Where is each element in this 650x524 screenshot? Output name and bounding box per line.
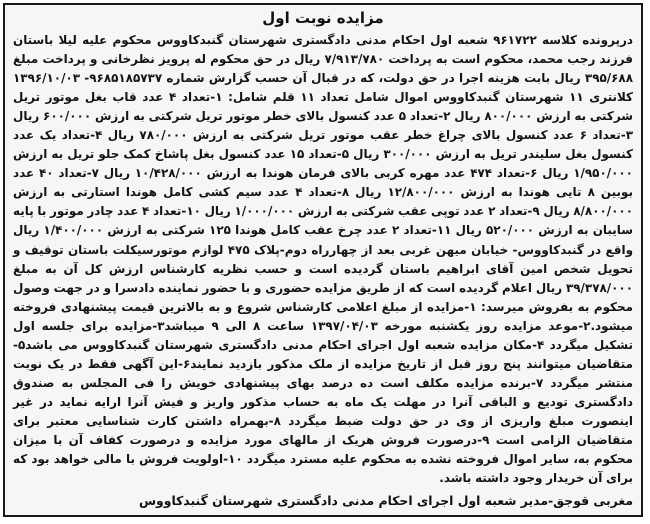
notice-body: درپرونده کلاسه ۹۶۱۷۲۲ شعبه اول احکام مدنی دادگستری شهرستان گنبدکاووس محکوم علیه لیلا باستان فرزند رجب محمد، محکوم است به پرداخت ۷/۹۱۳/۷۸۰ ریال در حق محکوم له پرویز نظرخانی و پرداخت مبلغ ۳۹۵/۶۸۸ ریال بابت هزینه اجرا در حق دولت، که در قبال آن حسب گزارش شماره ۹۶۸۵۱۸۵۷۳۷- ۱۳۹۶/۱۰/۰۳ کلانتری ۱۱ شهرستان گنبدکاووس اموال شامل تعداد ۱۱ قلم شامل: ۱-تعداد ۴ عدد قاب بغل موتور تریل شرکتی به ارزش ۸۰۰/۰۰۰ ریال ۲-تعداد ۵ عدد کنسول بالای خطر موتور تریل شرکتی به ارزش ۶۰۰/۰۰۰ ریال ۳-تعداد ۶ عدد کنسول بالای چراغ خطر عقب موتور تریل شرکتی به ارزش ۷۸۰/۰۰۰ ریال ۴-تعداد یک عدد کنسول بغل سلیندر تریل به ارزش ۳۰۰/۰۰۰ ریال ۵-تعداد ۱۵ عدد کنسول بغل پاشاخ کمک جلو تریل به ارزش ۱/۹۵۰/۰۰۰ ریال ۶-تعداد ۴۷۴ عدد مهره کربی بالای فرمان هوندا به ارزش ۱۰/۴۲۸/۰۰۰ ریال ۷-تعداد ۴۰ عدد بوبین ۸ تایی هوندا به ارزش ۱۲/۸۰۰/۰۰۰ ریال ۸-تعداد ۴ عدد سیم کشی کامل هوندا استارتی به ارزش ۸/۸۰۰/۰۰۰ ریال ۹-تعداد ۲ عدد توپی عقب شرکتی به ارزش ۱/۰۰۰/۰۰۰ ریال ۱۰-تعداد ۴ عدد چادر موتور با پایه سایبان به ارزش ۵۲۰/۰۰۰ ریال ۱۱-تعداد ۲ عدد چرخ عقب کامل هوندا ۱۲۵ شرکتی به ارزش ۱/۴۰۰/۰۰۰ ریال واقع در گنبدکاووس- خیابان میهن غربی بعد از چهارراه دوم-پلاک ۴۷۵ لوازم موتورسیکلت باستان توقیف و تحویل شخص امین آقای ابراهیم باستان گردیده است و حسب نظریه کارشناس ارزش کل آن به مبلغ ۳۹/۳۷۸/۰۰۰ ریال اعلام گردیده است که از طریق مزایده حضوری و با حضور نماینده دادسرا و در جهت وصول محکوم به بفروش میرسد: ۱-مزایده از مبلغ اعلامی کارشناس شروع و به بالاترین قیمت پیشنهادی فروخته میشود.۲-موعد مزایده روز یکشنبه مورخه ۱۳۹۷/۰۴/۰۳ ساعت ۸ الی ۹ میباشد۳-مزایده برای جلسه اول تشکیل میگردد ۴-مکان مزایده شعبه اول اجرای احکام مدنی دادگستری شهرستان گنبدکاووس می باشد۵-متقاضیان میتوانند پنج روز قبل از تاریخ مزایده از ملک مذکور بازدید نمایند۶-این آگهی فقط در یک نوبت منتشر میگردد ۷-برنده مزایده مکلف است ده درصد بهای پیشنهادی خویش را فی المجلس به صندوق دادگستری تودیع و الباقی آنرا در مهلت یک ماه به حساب مذکور واریز و فیش آنرا ارایه نماید در غیر اینصورت مبلغ واریزی از وی در حق دولت ضبط میگردد ۸-بهمراه داشتن کارت شناسایی معتبر برای متقاضیان الزامی است ۹-درصورت فروش هریک از مالهای مورد مزایده و درصورت کفاف آن با میزان محکوم به، سایر اموال فروخته نشده به محکوم علیه مسترد میگردد ۱۰-اولویت فروش با مالی خواهد بود که برای آن خریدار وجود داشته باشد. [13,33,634,486]
notice-signature: مغربی قوجق-مدیر شعبه اول اجرای احکام مدنی دادگستری شهرستان گنبدکاووس [138,493,633,508]
notice-title: مزایده نوبت اول [262,9,384,27]
legal-notice [3,3,643,517]
